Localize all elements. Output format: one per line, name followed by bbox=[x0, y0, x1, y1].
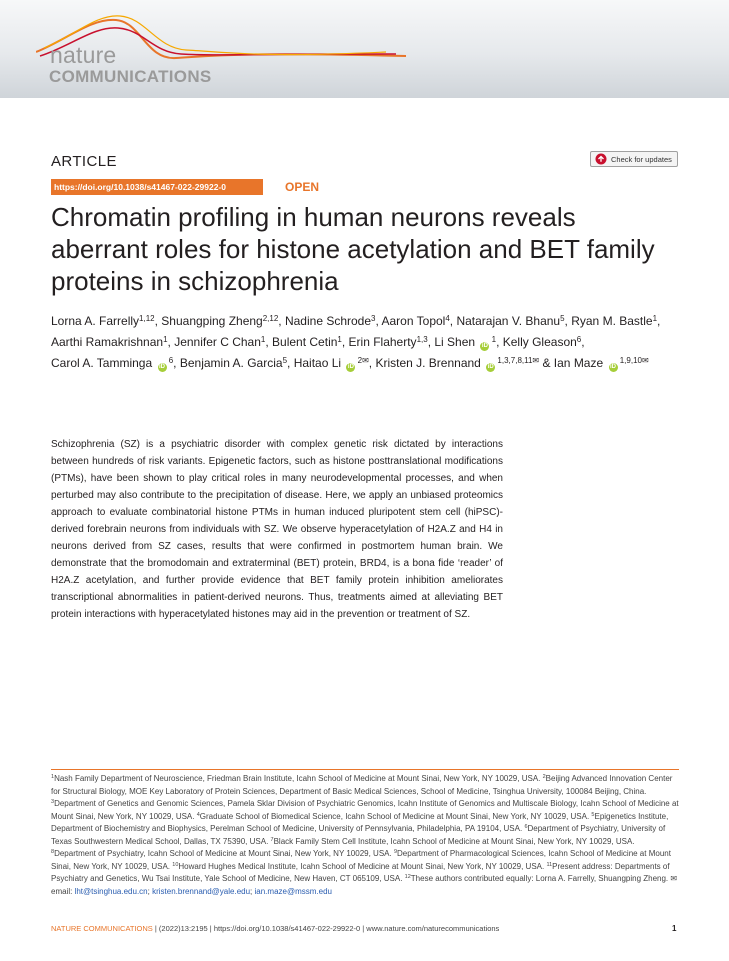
author-item[interactable] bbox=[503, 335, 582, 349]
affiliation-number: 3 bbox=[51, 799, 55, 805]
affiliation-number: 1 bbox=[51, 774, 55, 780]
journal-logo-nature: nature bbox=[50, 42, 117, 68]
affiliation-text: Present address: Departments of Psychiatry and Genetics, Wu Tsai Institute, Yale School of Medicine, New Haven, CT 065109, USA. bbox=[51, 861, 670, 883]
affiliation-text: Howard Hughes Medical Institute, Icahn School of Medicine at Mount Sinai, New York, NY 10029, USA. bbox=[178, 861, 547, 871]
affiliation-text: Black Family Stem Cell Institute, Icahn School of Medicine at Mount Sinai, New York, NY 10029, USA. bbox=[273, 836, 635, 846]
affiliation-number: 5 bbox=[591, 811, 595, 818]
author-name[interactable]: Kelly Gleason bbox=[502, 335, 577, 349]
affiliation-number: 7 bbox=[270, 836, 274, 843]
email-icon: ✉ bbox=[670, 874, 678, 883]
author-name[interactable]: Ian Maze bbox=[553, 356, 604, 370]
orcid-icon[interactable]: iD bbox=[487, 364, 494, 370]
author-name[interactable]: Kristen J. Brennand bbox=[375, 356, 481, 370]
article-title: Chromatin profiling in human neurons reveals aberrant roles for histone acetylation and BET family proteins in schizophrenia bbox=[51, 202, 655, 296]
orcid-icon[interactable]: iD bbox=[159, 364, 165, 370]
author-affiliation-ref: 2,12 bbox=[262, 314, 279, 323]
author-name[interactable]: Li Shen bbox=[434, 335, 476, 349]
check-for-updates-label: Check for updates bbox=[611, 154, 672, 164]
page-number: 1 bbox=[672, 924, 677, 933]
author-name[interactable]: Benjamin A. Garcia bbox=[179, 356, 283, 370]
author-name[interactable]: Erin Flaherty bbox=[348, 335, 417, 349]
affiliation-number: 9 bbox=[393, 849, 398, 855]
author-name[interactable]: Carol A. Tamminga bbox=[51, 356, 153, 370]
affiliation-number: 12 bbox=[404, 874, 411, 880]
affiliations-footnote: $^1$Nash Family Department of Neuroscience, Friedman Brain Institute, Icahn School of Medicine at Mount Sinai, New York, NY 10029, USA. $^2$Beijing Advanced Innovation Center for Structural Biology, MOE Key Laboratory of Protein Sciences, Department of Basic Medical Sciences, School of Medicine, Tsinghua University, 100084 Beijing, China. $^3$Department of Genetics and Genomic Sciences, Pamela Sklar Division of Psychiatric Genomics, Icahn Institute of Genomics and Multiscale Biology, Icahn School of Medicine at Mount Sinai, New York, NY 10029, USA. $^4$Graduate School of Biomedical Science, Icahn School of Medicine at Mount Sinai, New York, NY 10029, USA. $^5$Epigenetics Institute, Department of Biochemistry and Biophysics, Perelman School of Medicine, University of Pennsylvania, Philadelphia, PA 19104, USA. $^6$Department of Psychiatry, University of Texas Southwestern Medical School, Dallas, TX 75390, USA. $^7$Black Family Stem Cell Institute, Icahn School of Medicine at Mount Sinai, New York, NY 10029, USA. $^8$Department of Psychiatry, Icahn School of Medicine at Mount Sinai, New York, NY 10029, USA. $^9$Department of Pharmacological Sciences, Icahn School of Medicine at Mount Sinai, New York, NY 10029, USA. $^{10}$Howard Hughes Medical Institute, Icahn School of Medicine at Mount Sinai, New York, NY 10029, USA. $^{11}$Present address: Departments of Psychiatry and Genetics, Wu Tsai Institute, Yale School of Medicine, New Haven, CT 065109, USA. $^{12}$These authors contributed equally: Lorna A. Farrelly, Shuangping Zheng. ✉email: lht@tsinghua.edu.cn; kristen.brennand@yale.edu; ian.maze@mssm.edu bbox=[51, 774, 679, 896]
page-footer bbox=[51, 924, 499, 934]
affiliation-number: 6 bbox=[524, 824, 528, 830]
author-name[interactable]: Aarthi Ramakrishnan bbox=[51, 335, 164, 349]
affiliation-text: Department of Genetics and Genomic Sciences, Pamela Sklar Division of Psychiatric Genomics, Icahn Institute of Genomics and Multiscale Biology, Icahn School of Medicine at Mount Sinai, New York, NY 10029, USA. bbox=[51, 799, 679, 821]
check-for-updates-button[interactable] bbox=[590, 151, 678, 167]
author-item[interactable] bbox=[554, 356, 649, 370]
check-for-updates-icon bbox=[595, 153, 607, 165]
affiliation-text: Epigenetics Institute, Department of Biochemistry and Biophysics, Perelman School of Medicine, University of Pennsylvania, Philadelphia, PA 19104, USA. bbox=[51, 811, 669, 833]
orcid-icon[interactable]: iD bbox=[610, 364, 616, 370]
author-item[interactable] bbox=[51, 356, 173, 370]
author-name[interactable]: Nadine Schrode bbox=[284, 314, 372, 328]
affiliation-text: Beijing Advanced Innovation Center for Structural Biology, MOE Key Laboratory of Protein Sciences, Department of Basic Medical Sciences, School of Medicine, Tsinghua University, 100084 Beijing, China. bbox=[51, 774, 673, 796]
email-link[interactable]: kristen.brennand@yale.edu bbox=[152, 886, 251, 896]
author-item[interactable] bbox=[161, 314, 278, 328]
author-item[interactable] bbox=[375, 356, 539, 370]
email-link[interactable]: ian.maze@mssm.edu bbox=[254, 886, 332, 896]
author-item[interactable] bbox=[456, 314, 564, 328]
affiliation-text: Graduate School of Biomedical Science, Icahn School of Medicine at Mount Sinai, New York, NY 10029, USA. bbox=[199, 811, 592, 821]
author-affiliation-ref: 3 bbox=[371, 314, 376, 323]
author-affiliation-ref: 1,12 bbox=[139, 314, 155, 323]
author-item[interactable] bbox=[51, 314, 155, 328]
author-name[interactable]: Bulent Cetin bbox=[272, 335, 338, 349]
author-affiliation-ref: 2 bbox=[355, 356, 363, 365]
journal-logo-communications: COMMUNICATIONS bbox=[49, 67, 212, 86]
orcid-icon[interactable]: iD bbox=[481, 343, 488, 349]
footer-journal-name: NATURE COMMUNICATIONS bbox=[51, 924, 153, 933]
article-type-label: ARTICLE bbox=[51, 153, 117, 170]
affiliation-number: 4 bbox=[196, 811, 200, 818]
affiliation-number: 8 bbox=[51, 849, 55, 855]
email-icon[interactable]: ✉ bbox=[362, 356, 369, 365]
doi-link[interactable]: https://doi.org/10.1038/s41467-022-29922-0 bbox=[51, 179, 263, 195]
orcid-icon[interactable]: iD bbox=[347, 364, 354, 370]
footer-citation: | (2022)13:2195 | https://doi.org/10.1038/s41467-022-29922-0 | www.nature.com/naturecommunications bbox=[152, 924, 500, 933]
author-item[interactable] bbox=[294, 356, 369, 370]
author-name[interactable]: Lorna A. Farrelly bbox=[51, 314, 140, 328]
affiliation-number: 11 bbox=[546, 861, 553, 868]
author-name[interactable]: Aaron Topol bbox=[381, 314, 446, 328]
author-name[interactable]: Natarajan V. Bhanu bbox=[456, 314, 561, 328]
author-affiliation-ref: 1,3,7,8,11 bbox=[495, 356, 533, 365]
author-affiliation-ref: 6 bbox=[166, 356, 174, 365]
author-name[interactable]: Ryan M. Bastle bbox=[571, 314, 653, 328]
author-affiliation-ref: 1 bbox=[652, 314, 658, 323]
author-item[interactable] bbox=[434, 335, 496, 349]
author-item[interactable] bbox=[571, 314, 657, 328]
email-label: email: bbox=[51, 886, 75, 896]
author-affiliation-ref: 1,3 bbox=[416, 335, 428, 344]
author-item[interactable] bbox=[272, 335, 342, 349]
affiliation-number: 2 bbox=[542, 774, 546, 780]
affiliation-text: Department of Pharmacological Sciences, Icahn School of Medicine at Mount Sinai, New York, NY 10029, USA. bbox=[51, 849, 671, 871]
author-affiliation-ref: 5 bbox=[282, 356, 288, 365]
email-icon[interactable]: ✉ bbox=[532, 356, 540, 365]
author-item[interactable] bbox=[349, 335, 428, 349]
author-item[interactable] bbox=[382, 314, 450, 328]
open-access-label: OPEN bbox=[285, 180, 320, 194]
author-affiliation-ref: 1 bbox=[337, 335, 342, 344]
email-icon[interactable]: ✉ bbox=[641, 356, 649, 365]
author-affiliation-ref: 1 bbox=[489, 335, 497, 344]
author-affiliation-ref: 1 bbox=[163, 335, 168, 344]
abstract: Schizophrenia (SZ) is a psychiatric disorder with complex genetic risk dictated by interactions between hundreds of risk variants. Epigenetic factors, such as histone posttranslational modifications (PTMs), have been shown to play critical roles in many neurodevelopmental processes, and when perturbed may also contribute to the precipitation of disease. Here, we apply an unbiased proteomics approach to evaluate combinatorial histone PTMs in human induced pluripotent stem cell (hiPSC)-derived forebrain neurons from individuals with SZ. We observe hyperacetylation of H2A.Z and H4 in neurons derived from SZ cases, results that were confirmed in postmortem human brain. We demonstrate that the bromodomain and extraterminal (BET) protein, BRD4, is a bona fide ‘reader’ of H2A.Z acetylation, and further provide evidence that BET family protein inhibition ameliorates transcriptional abnormalities in patient-derived neurons. Thus, treatments aimed at alleviating BET protein interactions with hyperacetylated histones may aid in the prevention or treatment of SZ. bbox=[51, 439, 503, 620]
author-affiliation-ref: 1,9,10 bbox=[617, 356, 642, 365]
affiliation-number: 10 bbox=[172, 861, 179, 868]
author-item[interactable] bbox=[285, 314, 376, 328]
author-affiliation-ref: 5 bbox=[560, 314, 565, 323]
author-item[interactable] bbox=[180, 356, 287, 370]
author-affiliation-ref: 1 bbox=[260, 335, 266, 344]
affiliation-text: These authors contributed equally: Lorna A. Farrelly, Shuangping Zheng. bbox=[410, 874, 671, 883]
affiliation-text: Nash Family Department of Neuroscience, Friedman Brain Institute, Icahn School of Medicine at Mount Sinai, New York, NY 10029, USA. bbox=[54, 774, 543, 783]
author-name[interactable]: Jennifer C Chan bbox=[174, 335, 261, 349]
author-list: Lorna A. Farrelly$^{1,12}$, Shuangping Zheng$^{2,12}$, Nadine Schrode$^3$, Aaron Topol$^4$, Natarajan V. Bhanu$^5$, Ryan M. Bastle$^1$, Aarthi Ramakrishnan$^1$, Jennifer C Chan$^1$, Bulent Cetin$^1$, Erin Flaherty$^{1,3}$, Li Shen iD $^1$, Kelly Gleason$^6$, Carol A. Tamminga iD $^6$, Benjamin A. Garcia$^5$, Haitao Li iD $^{2✉}$, Kristen J. Brennand iD $^{1,3,7,8,11✉}$ & Ian Maze iD $^{1,9,10✉}$ bbox=[51, 314, 661, 370]
journal-header bbox=[0, 0, 729, 98]
email-link[interactable]: lht@tsinghua.edu.cn bbox=[74, 886, 148, 896]
author-item[interactable] bbox=[174, 335, 265, 349]
author-affiliation-ref: 6 bbox=[576, 335, 582, 344]
affiliation-text: Department of Psychiatry, Icahn School of Medicine at Mount Sinai, New York, NY 10029, USA. bbox=[54, 849, 394, 858]
author-item[interactable] bbox=[51, 335, 168, 349]
footnote-divider bbox=[51, 769, 679, 770]
author-name[interactable]: Shuangping Zheng bbox=[161, 314, 263, 328]
author-affiliation-ref: 4 bbox=[445, 314, 450, 323]
affiliation-text: Department of Psychiatry, University of Texas Southwestern Medical School, Dallas, TX 75390, USA. bbox=[51, 824, 666, 846]
author-name[interactable]: Haitao Li bbox=[293, 356, 342, 370]
